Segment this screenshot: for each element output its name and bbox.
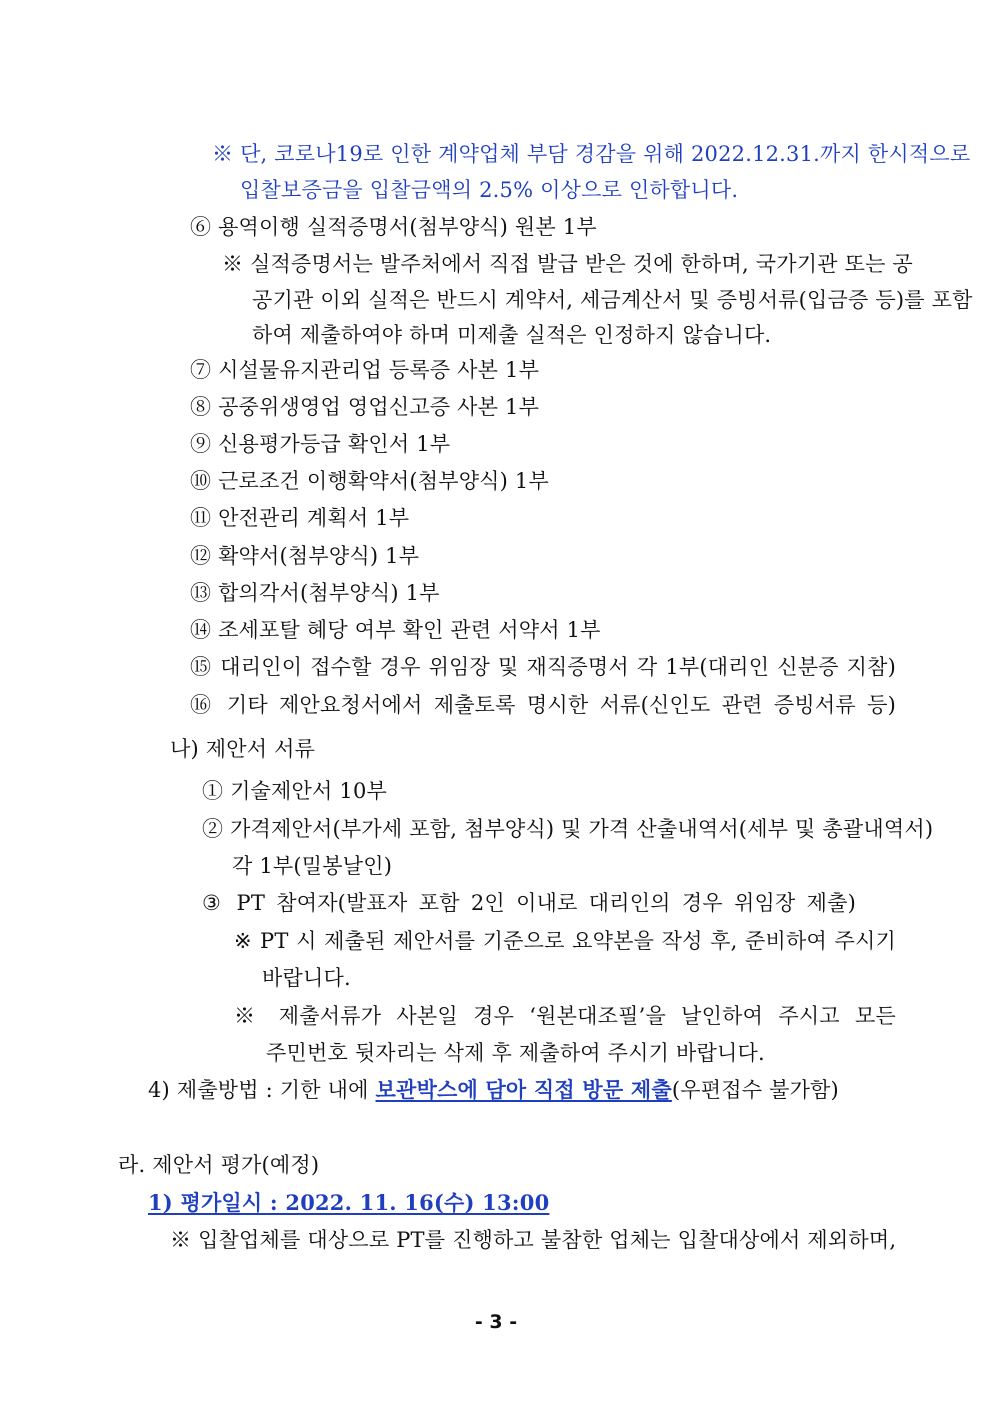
evaluation-note: ※ 입찰업체를 대상으로 PT를 진행하고 불참한 업체는 입찰대상에서 제외하며, [170, 1228, 897, 1252]
item-14: ⑭ 조세포탈 혜당 여부 확인 관련 서약서 1부 [190, 618, 601, 642]
pt-note-line1: ※ PT 시 제출된 제안서를 기준으로 요약본을 작성 후, 준비하여 주시기 [234, 929, 896, 953]
proposal-doc-1: ① 기술제안서 10부 [202, 779, 387, 803]
item-9: ⑨ 신용평가등급 확인서 1부 [190, 432, 451, 456]
copy-note-line1: ※ 제출서류가 사본일 경우 ‘원본대조필’을 날인하여 주시고 모든 [234, 1004, 896, 1028]
evaluation-schedule: 1) 평가일시 : 2022. 11. 16(수) 13:00 [148, 1190, 550, 1215]
corona-notice-line1: ※ 단, 코로나19로 인한 계약업체 부담 경감을 위해 2022.12.31.까지 한시적으로 [212, 142, 971, 166]
item-15: ⑮ 대리인이 접수할 경우 위임장 및 재직증명서 각 1부(대리인 신분증 지참) [190, 655, 896, 679]
pt-note-line2: 바랍니다. [262, 966, 351, 990]
submission-method-suffix: (우편접수 불가함) [671, 1078, 839, 1102]
proposal-docs-heading: 나) 제안서 서류 [170, 737, 316, 761]
item-8: ⑧ 공중위생영업 영업신고증 사본 1부 [190, 395, 540, 419]
corona-notice-line2: 입찰보증금을 입찰금액의 2.5% 이상으로 인하합니다. [240, 178, 739, 202]
item-16: ⑯ 기타 제안요청서에서 제출토록 명시한 서류(신인도 관련 증빙서류 등) [190, 693, 896, 717]
proposal-doc-3: ③ PT 참여자(발표자 포함 2인 이내로 대리인의 경우 위임장 제출) [202, 891, 856, 915]
item-11: ⑪ 안전관리 계획서 1부 [190, 506, 410, 530]
proposal-doc-2-line1: ② 가격제안서(부가세 포함, 첨부양식) 및 가격 산출내역서(세부 및 총괄내역서) [202, 817, 934, 841]
proposal-doc-2-line2: 각 1부(밀봉날인) [232, 854, 393, 878]
submission-method-prefix: 4) 제출방법 : 기한 내에 [148, 1078, 376, 1102]
item-6-note-line3: 하여 제출하여야 하며 미제출 실적은 인정하지 않습니다. [252, 323, 772, 347]
page-number: - 3 - [474, 1311, 518, 1333]
item-12: ⑫ 확약서(첨부양식) 1부 [190, 544, 420, 568]
evaluation-heading: 라. 제안서 평가(예정) [118, 1153, 320, 1177]
item-7: ⑦ 시설물유지관리업 등록증 사본 1부 [190, 358, 540, 382]
item-6-note-line2: 공기관 이외 실적은 반드시 계약서, 세금계산서 및 증빙서류(입금증 등)를 포함 [252, 288, 973, 312]
item-10: ⑩ 근로조건 이행확약서(첨부양식) 1부 [190, 469, 549, 493]
submission-method [148, 1075, 839, 1105]
item-6-note-line1: ※ 실적증명서는 발주처에서 직접 발급 받은 것에 한하며, 국가기관 또는 공 [222, 252, 913, 276]
item-6: ⑥ 용역이행 실적증명서(첨부양식) 원본 1부 [190, 215, 597, 239]
copy-note-line2: 주민번호 뒷자리는 삭제 후 제출하여 주시기 바랍니다. [266, 1041, 765, 1065]
item-13: ⑬ 합의각서(첨부양식) 1부 [190, 581, 440, 605]
submission-method-emphasis: 보관박스에 담아 직접 방문 제출 [375, 1077, 672, 1102]
